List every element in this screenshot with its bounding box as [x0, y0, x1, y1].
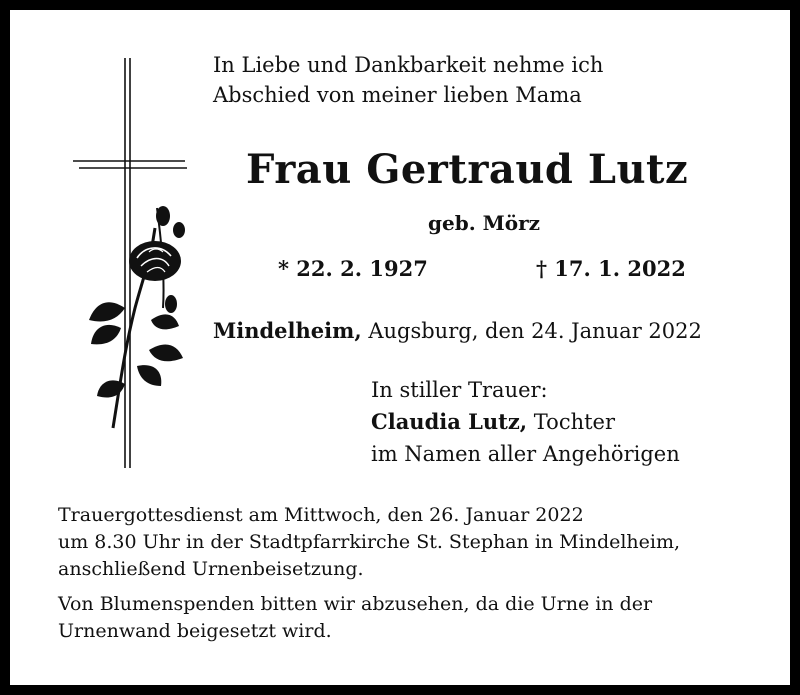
mourners-block: [371, 374, 680, 470]
mourner-name: Claudia Lutz,: [371, 409, 528, 434]
place-bold: Mindelheim,: [213, 318, 362, 343]
place-date-line: [213, 318, 702, 343]
flowers-line-1: Von Blumenspenden bitten wir abzusehen, da die Urne in der: [58, 593, 653, 615]
service-line-1: Trauergottesdienst am Mittwoch, den 26. Januar 2022: [58, 504, 584, 526]
intro-line-2: Abschied von meiner lieben Mama: [213, 83, 582, 107]
service-line-2: um 8.30 Uhr in der Stadtpfarrkirche St. Stephan in Mindelheim,: [58, 531, 681, 553]
flowers-line-2: Urnenwand beigesetzt wird.: [58, 620, 332, 642]
intro-line-1: In Liebe und Dankbarkeit nehme ich: [213, 53, 604, 77]
service-line-3: anschließend Urnenbeisetzung.: [58, 558, 364, 580]
deceased-name: Frau Gertraud Lutz: [246, 146, 689, 193]
intro-text: [213, 50, 603, 110]
maiden-name: geb. Mörz: [428, 211, 540, 235]
mourner-line: [371, 406, 680, 438]
cross-with-rose-icon: [65, 58, 205, 478]
obituary-notice: [10, 10, 790, 685]
mourners-family: im Namen aller Angehörigen: [371, 442, 680, 466]
birth-date: * 22. 2. 1927: [278, 256, 428, 281]
death-date: † 17. 1. 2022: [536, 256, 686, 281]
service-info: [58, 502, 680, 583]
flowers-note: [58, 591, 652, 645]
place-rest: Augsburg, den 24. Januar 2022: [361, 319, 702, 343]
mourner-relation: Tochter: [527, 410, 616, 434]
mourners-heading: In stiller Trauer:: [371, 378, 548, 402]
